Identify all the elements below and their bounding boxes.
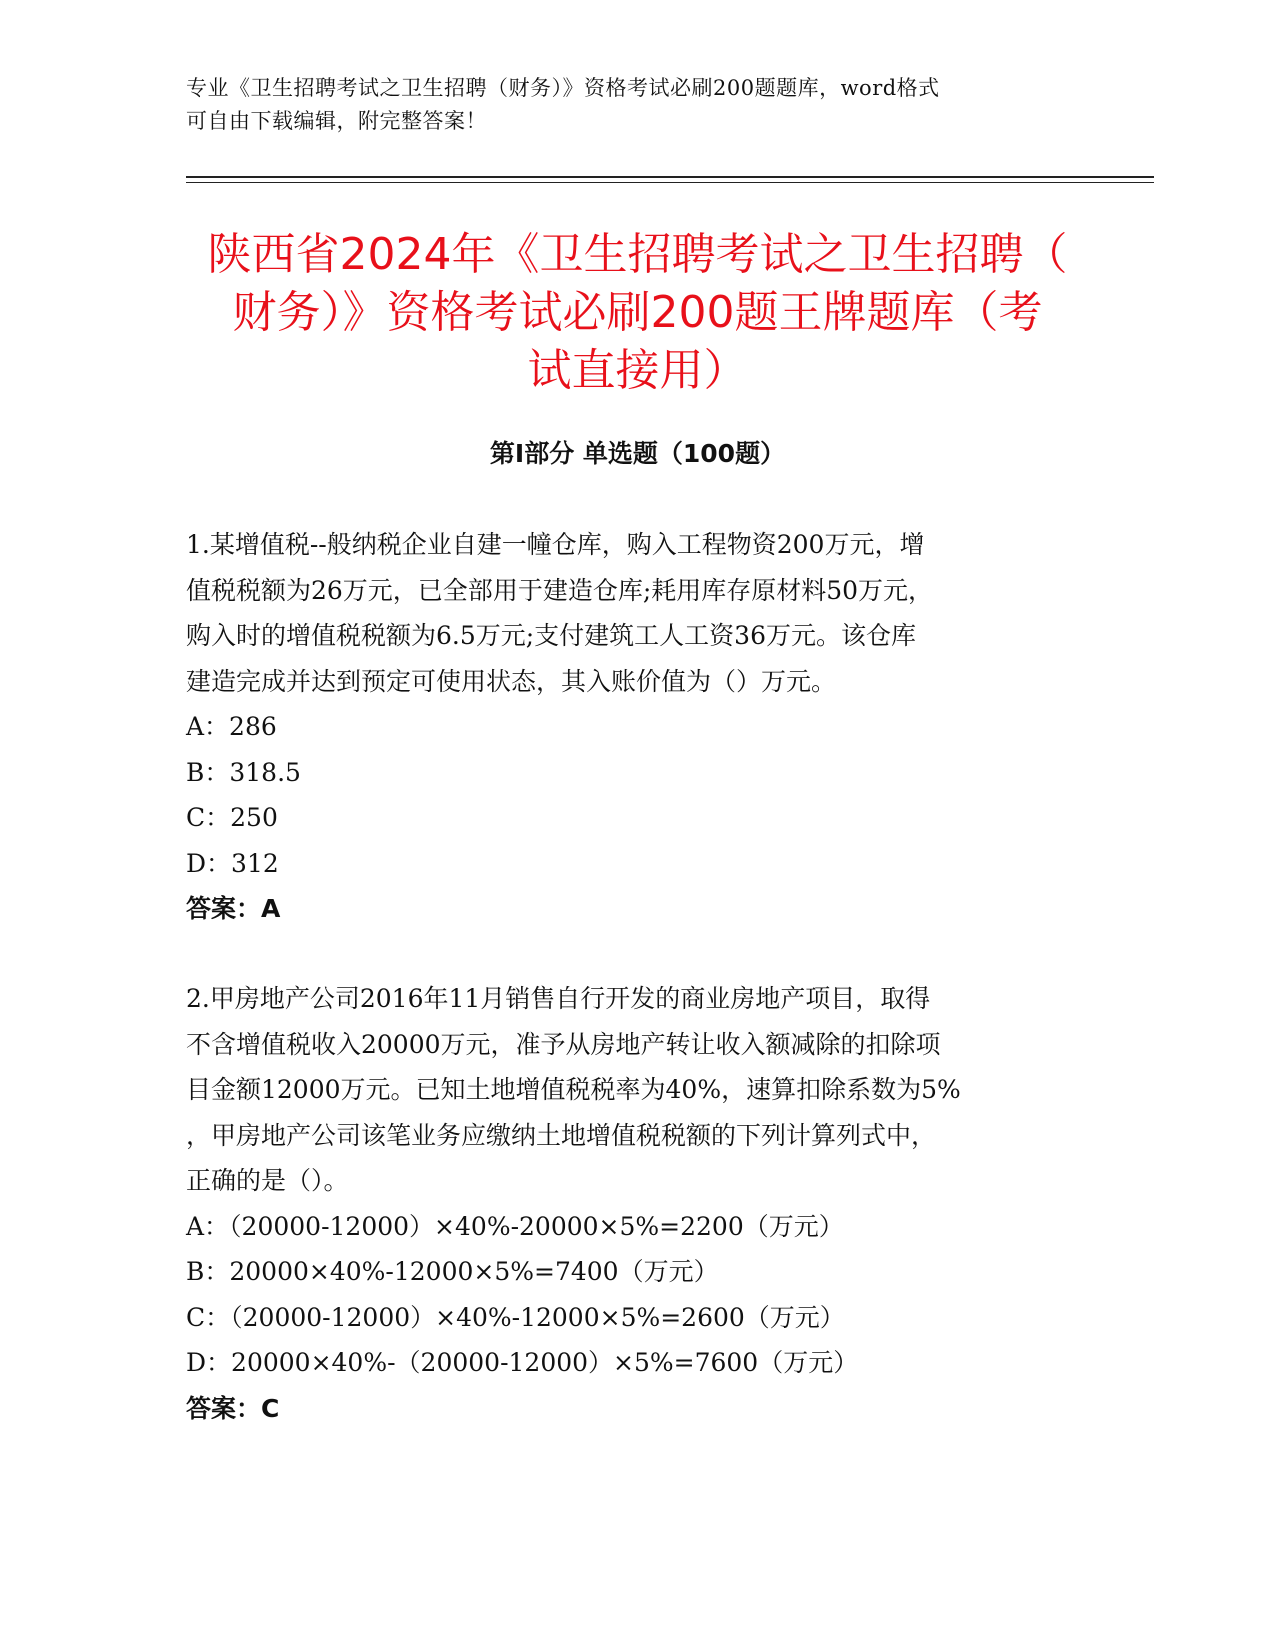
answer-line: 答案：A xyxy=(186,894,281,923)
question-1 xyxy=(186,522,1066,932)
document-title xyxy=(150,226,1125,400)
title-line: 财务）》资格考试必刷200题王牌题库（考 xyxy=(232,287,1043,338)
header-divider-thin xyxy=(186,182,1154,183)
question-2 xyxy=(186,976,1066,1431)
header-note xyxy=(186,72,1066,138)
option-a: A：（20000-12000）×40%-20000×5%=2200（万元） xyxy=(186,1211,844,1241)
question-stem-line: 1.某增值税--般纳税企业自建一幢仓库，购入工程物资200万元，增 xyxy=(186,530,925,559)
title-line: 陕西省2024年《卫生招聘考试之卫生招聘（ xyxy=(207,229,1068,280)
question-stem-line: 2.甲房地产公司2016年11月销售自行开发的商业房地产项目，取得 xyxy=(186,984,931,1013)
option-d: D：20000×40%-（20000-12000）×5%=7600（万元） xyxy=(186,1348,859,1377)
question-stem-line: 不含增值税收入20000万元，准予从房地产转让收入额减除的扣除项 xyxy=(186,1029,941,1059)
header-divider-thick xyxy=(186,176,1154,178)
question-stem-line: ，甲房地产公司该笔业务应缴纳土地增值税税额的下列计算列式中， xyxy=(186,1120,937,1150)
option-b: B：318.5 xyxy=(186,757,301,787)
question-stem-line: 目金额12000万元。已知土地增值税税率为40%，速算扣除系数为5% xyxy=(186,1075,961,1104)
option-a: A：286 xyxy=(186,712,277,741)
option-c: C：（20000-12000）×40%-12000×5%=2600（万元） xyxy=(186,1302,845,1332)
question-stem-line: 正确的是（）。 xyxy=(186,1166,349,1195)
question-stem-line: 值税税额为26万元，已全部用于建造仓库;耗用库存原材料50万元， xyxy=(186,575,934,605)
answer-line: 答案：C xyxy=(186,1393,280,1423)
question-stem-line: 建造完成并达到预定可使用状态，其入账价值为（）万元。 xyxy=(186,666,837,696)
header-note-line: 专业《卫生招聘考试之卫生招聘（财务）》资格考试必刷200题题库，word格式 xyxy=(186,76,940,100)
option-c: C：250 xyxy=(186,803,278,832)
header-note-line: 可自由下载编辑，附完整答案！ xyxy=(186,109,487,133)
section-title: 第Ⅰ部分 单选题（100题） xyxy=(489,439,786,468)
question-stem-line: 购入时的增值税税额为6.5万元;支付建筑工人工资36万元。该仓库 xyxy=(186,621,916,650)
title-line: 试直接用） xyxy=(527,345,748,396)
option-b: B：20000×40%-12000×5%=7400（万元） xyxy=(186,1257,719,1286)
option-d: D：312 xyxy=(186,848,279,878)
